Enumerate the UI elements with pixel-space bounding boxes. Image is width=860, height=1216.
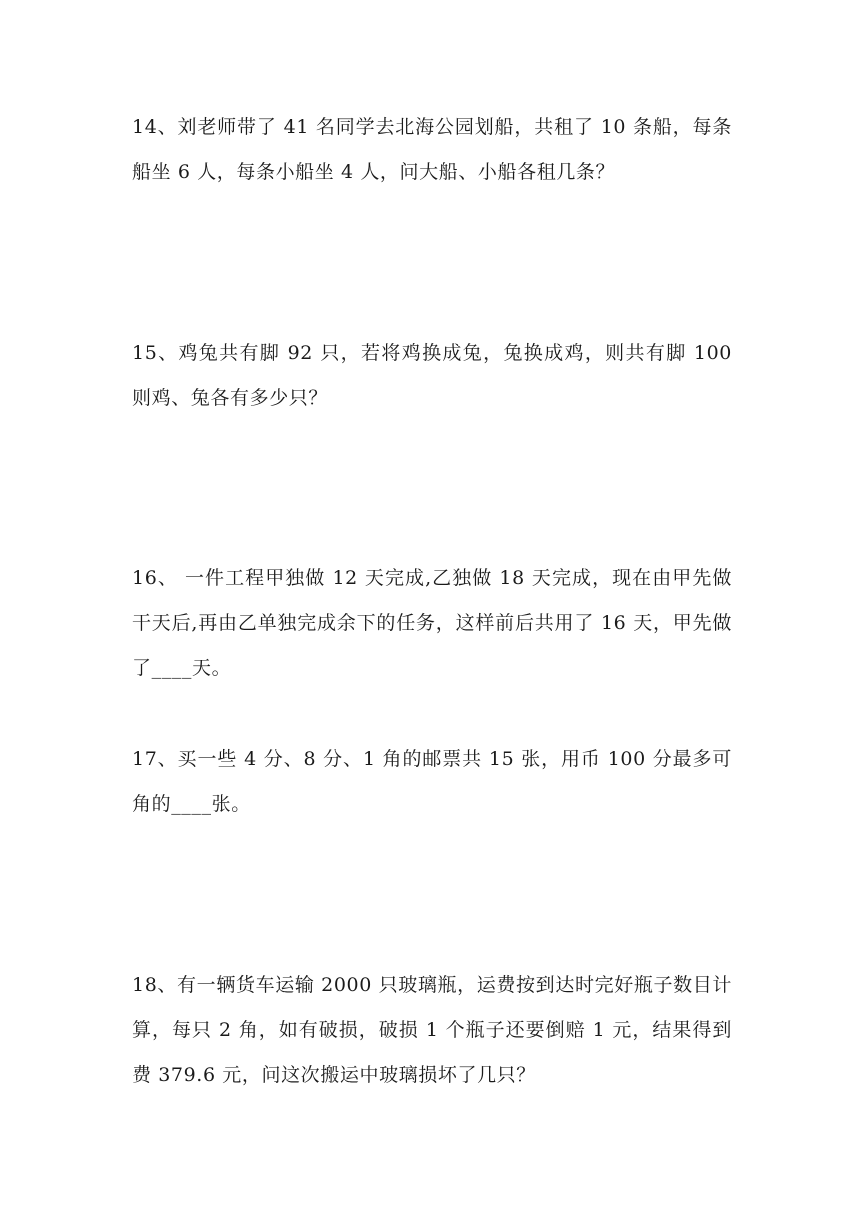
problem-line: 船坐 6 人，每条小船坐 4 人，问大船、小船各租几条？ xyxy=(132,161,616,183)
problem-line: 角的____张。 xyxy=(132,793,251,815)
problem-line: 则鸡、兔各有多少只？ xyxy=(132,387,329,409)
problem-line: 算，每只 2 角，如有破损，破损 1 个瓶子还要倒赔 1 元，结果得到 xyxy=(132,1019,732,1041)
problem-14 xyxy=(132,105,732,195)
problem-18 xyxy=(132,963,732,1098)
problem-16 xyxy=(132,556,732,691)
problem-line: 16、 一件工程甲独做 12 天完成,乙独做 18 天完成，现在由甲先做 xyxy=(132,567,732,589)
problem-17 xyxy=(132,737,732,827)
problem-15 xyxy=(132,331,732,421)
problem-line: 费 379.6 元，问这次搬运中玻璃损坏了几只？ xyxy=(132,1064,536,1086)
problem-line: 18、有一辆货车运输 2000 只玻璃瓶，运费按到达时完好瓶子数目计 xyxy=(132,974,732,996)
problem-line: 干天后,再由乙单独完成余下的任务，这样前后共用了 16 天，甲先做 xyxy=(132,612,732,634)
problem-line: 17、买一些 4 分、8 分、1 角的邮票共 15 张，用币 100 分最多可 xyxy=(132,748,732,770)
problem-line: 15、鸡兔共有脚 92 只，若将鸡换成兔，兔换成鸡，则共有脚 100 xyxy=(132,342,732,364)
problem-line: 14、刘老师带了 41 名同学去北海公园划船，共租了 10 条船，每条 xyxy=(132,116,732,138)
problem-line: 了____天。 xyxy=(132,657,232,679)
